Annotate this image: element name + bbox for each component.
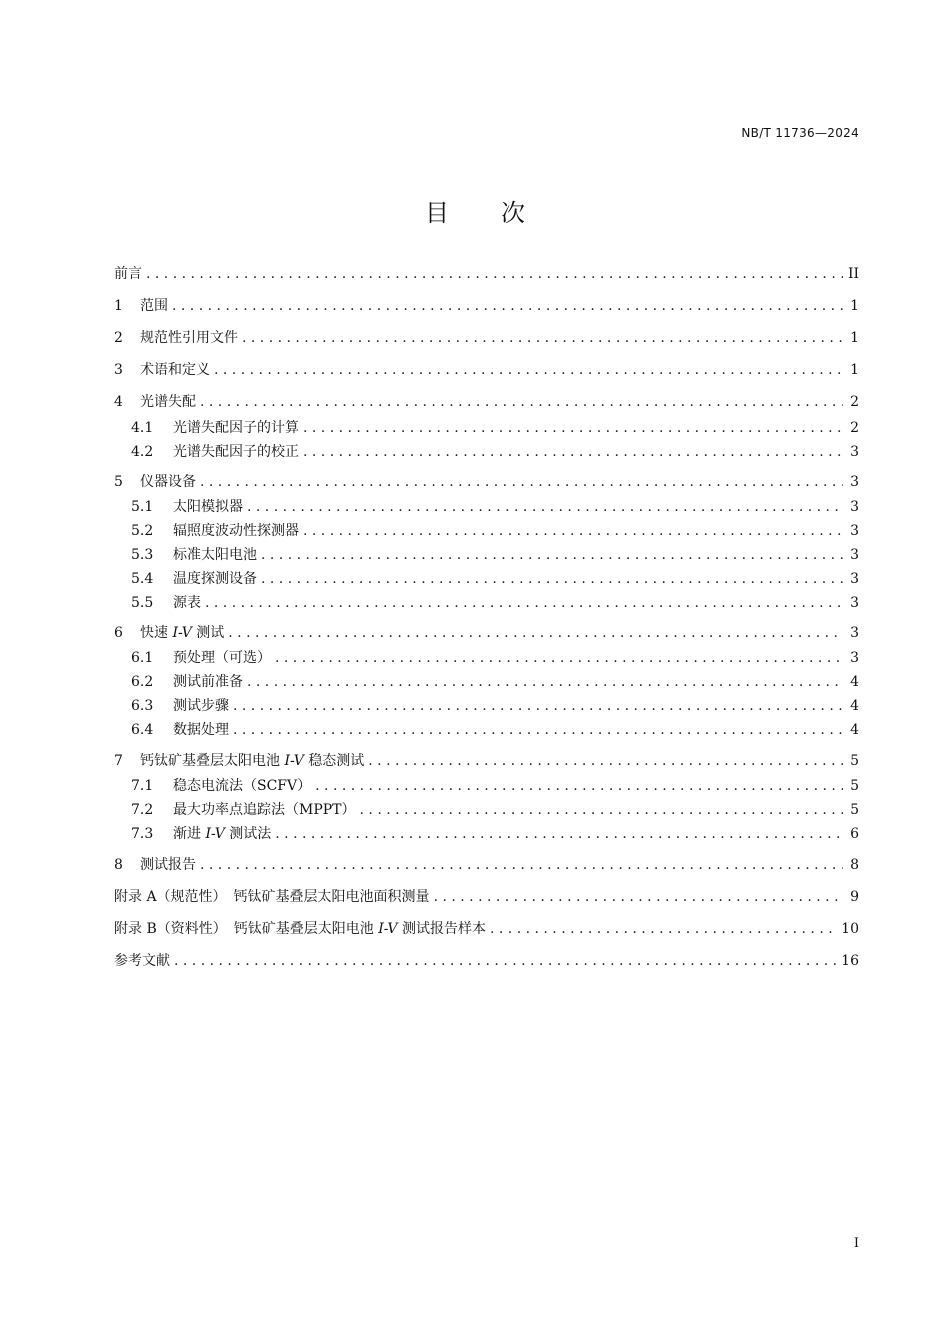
toc-entry-label: 参考文献: [114, 953, 170, 969]
toc-entry-label: 标准太阳电池: [173, 547, 257, 563]
toc-dot-leader: [200, 392, 843, 412]
toc-entry-page: 2: [850, 420, 859, 436]
toc-entry[interactable]: [131, 824, 859, 844]
toc-dot-leader: [261, 569, 843, 589]
toc-entry-number: 7.2: [131, 802, 154, 818]
toc-entry-page: 10: [841, 921, 859, 937]
toc-entry-label: 测试报告: [140, 857, 196, 873]
document-code: NB/T 11736—2024: [741, 126, 859, 140]
toc-entry-label: 光谱失配因子的计算: [173, 420, 299, 436]
toc-entry-label: 温度探测设备: [173, 571, 257, 587]
toc-dot-leader: [200, 855, 843, 875]
toc-entry-page: 8: [850, 857, 859, 873]
toc-entry[interactable]: [131, 593, 859, 613]
toc-entry-number: 6.3: [131, 698, 154, 714]
toc-dot-leader: [275, 648, 843, 668]
toc-entry-number: 6.4: [131, 722, 154, 738]
toc-entry-label: 光谱失配: [140, 394, 196, 410]
toc-entry-page: 4: [850, 674, 859, 690]
toc-entry-page: 3: [850, 650, 859, 666]
toc-entry-number: 5.3: [131, 547, 154, 563]
toc-dot-leader: [275, 824, 843, 844]
toc-entry-number: 8: [114, 857, 123, 873]
toc-dot-leader: [233, 720, 843, 740]
title-char-1: 目: [425, 199, 449, 227]
toc-dot-leader: [247, 497, 843, 517]
toc-entry-number: 7: [114, 753, 123, 769]
toc-entry-label: 数据处理: [173, 722, 229, 738]
toc-entry[interactable]: [114, 623, 859, 643]
toc-entry[interactable]: [114, 855, 859, 875]
page-title: [0, 193, 950, 228]
toc-entry[interactable]: [131, 696, 859, 716]
toc-entry-page: 3: [850, 625, 859, 641]
toc-entry[interactable]: [114, 264, 859, 284]
toc-entry[interactable]: [114, 328, 859, 348]
toc-entry-page: 5: [850, 753, 859, 769]
toc-entry[interactable]: [131, 648, 859, 668]
toc-entry-label: 辐照度波动性探测器: [173, 523, 299, 539]
toc-dot-leader: [174, 951, 837, 971]
toc-entry-label: 钙钛矿基叠层太阳电池 I-V 稳态测试: [140, 753, 365, 769]
toc-entry-number: 3: [114, 362, 123, 378]
toc-entry-page: 1: [850, 330, 859, 346]
toc-entry-page: 4: [850, 698, 859, 714]
toc-entry-page: 3: [850, 499, 859, 515]
toc-entry-label: 范围: [140, 298, 168, 314]
toc-entry-number: 7.3: [131, 826, 154, 842]
toc-dot-leader: [200, 472, 843, 492]
toc-entry-label: 源表: [173, 595, 201, 611]
toc-entry-label: 预处理（可选）: [173, 650, 271, 666]
toc-dot-leader: [315, 776, 843, 796]
toc-entry-number: 7.1: [131, 778, 154, 794]
toc-entry-label: 太阳模拟器: [173, 499, 243, 515]
toc-entry[interactable]: [131, 776, 859, 796]
toc-entry[interactable]: [131, 569, 859, 589]
toc-entry[interactable]: [114, 751, 859, 771]
toc-dot-leader: [360, 800, 843, 820]
toc-entry[interactable]: [131, 672, 859, 692]
toc-entry-label: 渐进 I-V 测试法: [173, 826, 272, 842]
toc-entry-label: 前言: [114, 266, 142, 282]
toc-entry-label: 规范性引用文件: [140, 330, 238, 346]
toc-entry[interactable]: [114, 360, 859, 380]
toc-dot-leader: [242, 328, 843, 348]
toc-entry[interactable]: [131, 521, 859, 541]
toc-entry-number: 6: [114, 625, 123, 641]
toc-entry-number: 6.1: [131, 650, 154, 666]
toc-dot-leader: [303, 418, 843, 438]
toc-dot-leader: [247, 672, 843, 692]
toc-entry-label: 光谱失配因子的校正: [173, 444, 299, 460]
toc-entry[interactable]: [131, 720, 859, 740]
toc-dot-leader: [214, 360, 843, 380]
toc-entry[interactable]: [114, 392, 859, 412]
toc-entry-label: 仪器设备: [140, 474, 196, 490]
toc-entry[interactable]: [131, 497, 859, 517]
toc-entry-page: 4: [850, 722, 859, 738]
toc-entry-label: 附录 B（资料性） 钙钛矿基叠层太阳电池 I-V 测试报告样本: [114, 921, 486, 937]
toc-entry-number: 5: [114, 474, 123, 490]
toc-entry[interactable]: [131, 442, 859, 462]
toc-entry-page: 3: [850, 595, 859, 611]
toc-entry[interactable]: [114, 887, 859, 907]
toc-entry[interactable]: [131, 800, 859, 820]
toc-dot-leader: [303, 442, 843, 462]
toc-entry-label: 快速 I-V 测试: [140, 625, 225, 641]
toc-entry-label: 附录 A（规范性） 钙钛矿基叠层太阳电池面积测量: [114, 889, 430, 905]
toc-entry[interactable]: [131, 418, 859, 438]
toc-entry[interactable]: [114, 472, 859, 492]
toc-dot-leader: [172, 296, 843, 316]
toc-entry-page: 9: [850, 889, 859, 905]
toc-entry-number: 2: [114, 330, 123, 346]
toc-entry-label: 术语和定义: [140, 362, 210, 378]
toc-entry-number: 1: [114, 298, 123, 314]
title-char-2: 次: [501, 199, 525, 227]
toc-dot-leader: [434, 887, 843, 907]
toc-entry-number: 4: [114, 394, 123, 410]
toc-entry[interactable]: [131, 545, 859, 565]
toc-entry-page: 3: [850, 523, 859, 539]
toc-entry[interactable]: [114, 296, 859, 316]
toc-entry-page: 5: [850, 778, 859, 794]
toc-entry-number: 4.2: [131, 444, 154, 460]
toc-entry[interactable]: [114, 919, 859, 939]
toc-entry-page: 1: [850, 362, 859, 378]
toc-entry-number: 5.4: [131, 571, 154, 587]
toc-dot-leader: [228, 623, 843, 643]
toc-dot-leader: [303, 521, 843, 541]
footer-page-number: I: [853, 1236, 859, 1251]
toc-entry-number: 6.2: [131, 674, 154, 690]
toc-dot-leader: [368, 751, 843, 771]
toc-entry[interactable]: [114, 951, 859, 971]
toc-entry-page: 3: [850, 474, 859, 490]
toc-entry-page: 3: [850, 571, 859, 587]
toc-entry-label: 测试前准备: [173, 674, 243, 690]
toc-dot-leader: [205, 593, 843, 613]
toc-dot-leader: [490, 919, 837, 939]
toc-entry-label: 最大功率点追踪法（MPPT）: [173, 802, 356, 818]
toc-entry-page: 16: [841, 953, 859, 969]
toc-entry-page: 3: [850, 444, 859, 460]
toc-entry-label: 测试步骤: [173, 698, 229, 714]
toc-entry-number: 5.5: [131, 595, 154, 611]
toc-dot-leader: [261, 545, 843, 565]
toc-entry-number: 5.2: [131, 523, 154, 539]
toc-entry-page: 1: [850, 298, 859, 314]
toc-entry-page: II: [847, 266, 859, 282]
toc-entry-page: 5: [850, 802, 859, 818]
toc-entry-page: 2: [850, 394, 859, 410]
toc-entry-label: 稳态电流法（SCFV）: [173, 778, 312, 794]
toc-entry-number: 4.1: [131, 420, 154, 436]
toc-entry-page: 6: [850, 826, 859, 842]
toc-entry-number: 5.1: [131, 499, 154, 515]
toc-dot-leader: [146, 264, 843, 284]
toc-entry-page: 3: [850, 547, 859, 563]
toc-dot-leader: [233, 696, 843, 716]
